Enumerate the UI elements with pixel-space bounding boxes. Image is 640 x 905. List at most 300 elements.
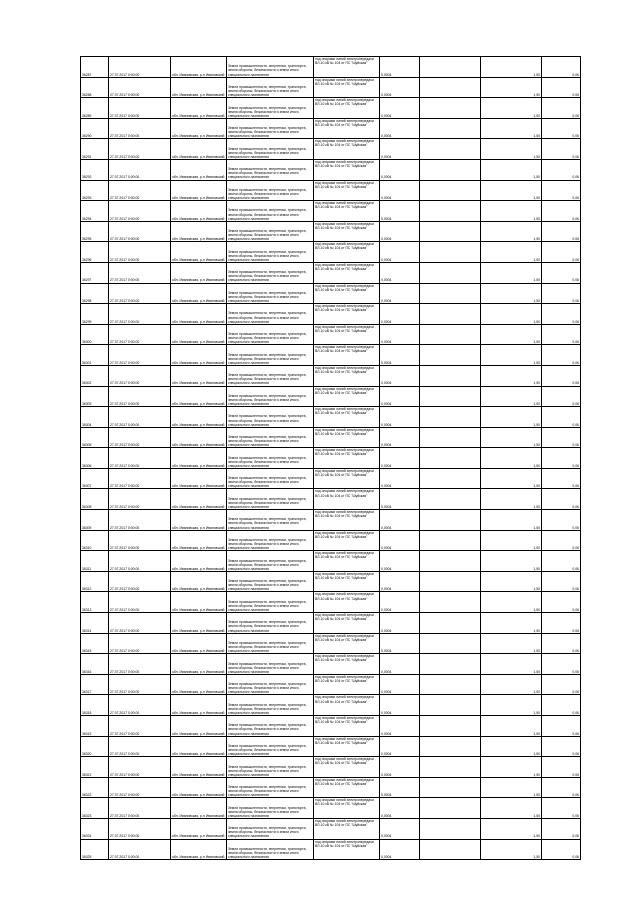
- land-category-cell: Земли промышленности, энергетики, транспорта, земли обороны, безопасности и земли иного специального назначения: [227, 674, 314, 695]
- land-category-cell: Земли промышленности, энергетики, транспорта, земли обороны, безопасности и земли иного специального назначения: [227, 757, 314, 778]
- purpose-cell: под опорами линий электропередачи ВЛ-10 кВ № 104 от ПС "Шуйская": [314, 324, 380, 345]
- area-cell: 0,0004: [380, 839, 420, 860]
- record-number-cell: 36289: [81, 98, 109, 119]
- area-cell: 0,0004: [380, 468, 420, 489]
- rate-cell: 1,50: [481, 777, 542, 798]
- date-cell: 27.07.2017 0:00:00: [109, 571, 171, 592]
- date-cell: 27.07.2017 0:00:00: [109, 242, 171, 263]
- table-row: [81, 633, 581, 654]
- record-number-cell: 36321: [81, 757, 109, 778]
- sum-cell: 0,06: [542, 839, 581, 860]
- sum-cell: 0,06: [542, 180, 581, 201]
- land-category-cell: Земли промышленности, энергетики, транспорта, земли обороны, безопасности и земли иного специального назначения: [227, 262, 314, 283]
- area-cell: 0,0004: [380, 324, 420, 345]
- date-cell: 27.07.2017 0:00:00: [109, 262, 171, 283]
- purpose-cell: под опорами линий электропередачи ВЛ-10 кВ № 104 от ПС "Шуйская": [314, 695, 380, 716]
- empty-cell: [420, 448, 481, 469]
- land-category-cell: Земли промышленности, энергетики, транспорта, земли обороны, безопасности и земли иного специального назначения: [227, 448, 314, 469]
- date-cell: 27.07.2017 0:00:00: [109, 77, 171, 98]
- date-cell: 27.07.2017 0:00:00: [109, 818, 171, 839]
- area-cell: 0,0004: [380, 571, 420, 592]
- sum-cell: 0,06: [542, 448, 581, 469]
- address-cell: обл. Ивановская, р-н Ивановский: [171, 159, 227, 180]
- date-cell: 27.07.2017 0:00:00: [109, 674, 171, 695]
- land-category-cell: Земли промышленности, энергетики, транспорта, земли обороны, безопасности и земли иного специального назначения: [227, 571, 314, 592]
- table-row: [81, 613, 581, 634]
- sum-cell: 0,06: [542, 304, 581, 325]
- purpose-cell: под опорами линий электропередачи ВЛ-10 кВ № 104 от ПС "Шуйская": [314, 262, 380, 283]
- rate-cell: 1,50: [481, 510, 542, 531]
- record-number-cell: 36306: [81, 448, 109, 469]
- purpose-cell: под опорами линий электропередачи ВЛ-10 кВ № 104 от ПС "Шуйская": [314, 159, 380, 180]
- table-row: [81, 551, 581, 572]
- table-row: [81, 324, 581, 345]
- date-cell: 27.07.2017 0:00:00: [109, 633, 171, 654]
- rate-cell: 1,50: [481, 736, 542, 757]
- purpose-cell: под опорами линий электропередачи ВЛ-10 кВ № 104 от ПС "Шуйская": [314, 716, 380, 737]
- area-cell: 0,0004: [380, 489, 420, 510]
- date-cell: 27.07.2017 0:00:00: [109, 551, 171, 572]
- table-row: [81, 304, 581, 325]
- rate-cell: 1,50: [481, 818, 542, 839]
- sum-cell: 0,06: [542, 386, 581, 407]
- address-cell: обл. Ивановская, р-н Ивановский: [171, 736, 227, 757]
- record-number-cell: 36325: [81, 839, 109, 860]
- date-cell: 27.07.2017 0:00:00: [109, 489, 171, 510]
- record-number-cell: 36287: [81, 57, 109, 78]
- record-number-cell: 36324: [81, 818, 109, 839]
- area-cell: 0,0004: [380, 551, 420, 572]
- address-cell: обл. Ивановская, р-н Ивановский: [171, 262, 227, 283]
- date-cell: 27.07.2017 0:00:00: [109, 468, 171, 489]
- rate-cell: 1,50: [481, 551, 542, 572]
- sum-cell: 0,06: [542, 571, 581, 592]
- record-number-cell: 36317: [81, 674, 109, 695]
- land-category-cell: Земли промышленности, энергетики, транспорта, земли обороны, безопасности и земли иного специального назначения: [227, 242, 314, 263]
- land-category-cell: Земли промышленности, энергетики, транспорта, земли обороны, безопасности и земли иного специального назначения: [227, 530, 314, 551]
- land-category-cell: Земли промышленности, энергетики, транспорта, земли обороны, безопасности и земли иного специального назначения: [227, 777, 314, 798]
- area-cell: 0,0004: [380, 242, 420, 263]
- purpose-cell: под опорами линий электропередачи ВЛ-10 кВ № 104 от ПС "Шуйская": [314, 201, 380, 222]
- area-cell: 0,0004: [380, 613, 420, 634]
- date-cell: 27.07.2017 0:00:00: [109, 118, 171, 139]
- table-row: [81, 592, 581, 613]
- empty-cell: [420, 468, 481, 489]
- purpose-cell: под опорами линий электропередачи ВЛ-10 кВ № 104 от ПС "Шуйская": [314, 57, 380, 78]
- date-cell: 27.07.2017 0:00:00: [109, 777, 171, 798]
- sum-cell: 0,06: [542, 242, 581, 263]
- address-cell: обл. Ивановская, р-н Ивановский: [171, 242, 227, 263]
- address-cell: обл. Ивановская, р-н Ивановский: [171, 201, 227, 222]
- rate-cell: 1,50: [481, 757, 542, 778]
- empty-cell: [420, 304, 481, 325]
- sum-cell: 0,06: [542, 139, 581, 160]
- land-category-cell: Земли промышленности, энергетики, транспорта, земли обороны, безопасности и земли иного специального назначения: [227, 427, 314, 448]
- empty-cell: [420, 716, 481, 737]
- area-cell: 0,0004: [380, 139, 420, 160]
- rate-cell: 1,50: [481, 180, 542, 201]
- purpose-cell: под опорами линий электропередачи ВЛ-10 кВ № 104 от ПС "Шуйская": [314, 777, 380, 798]
- empty-cell: [420, 345, 481, 366]
- date-cell: 27.07.2017 0:00:00: [109, 448, 171, 469]
- record-number-cell: 36302: [81, 365, 109, 386]
- land-category-cell: Земли промышленности, энергетики, транспорта, земли обороны, безопасности и земли иного специального назначения: [227, 139, 314, 160]
- address-cell: обл. Ивановская, р-н Ивановский: [171, 798, 227, 819]
- empty-cell: [420, 654, 481, 675]
- land-category-cell: Земли промышленности, энергетики, транспорта, земли обороны, безопасности и земли иного специального назначения: [227, 798, 314, 819]
- sum-cell: 0,06: [542, 736, 581, 757]
- empty-cell: [420, 57, 481, 78]
- area-cell: 0,0004: [380, 757, 420, 778]
- purpose-cell: под опорами линий электропередачи ВЛ-10 кВ № 104 от ПС "Шуйская": [314, 77, 380, 98]
- record-number-cell: 36288: [81, 77, 109, 98]
- purpose-cell: под опорами линий электропередачи ВЛ-10 кВ № 104 от ПС "Шуйская": [314, 242, 380, 263]
- land-register-table: [80, 56, 581, 860]
- land-category-cell: Земли промышленности, энергетики, транспорта, земли обороны, безопасности и земли иного специального назначения: [227, 592, 314, 613]
- address-cell: обл. Ивановская, р-н Ивановский: [171, 716, 227, 737]
- land-category-cell: Земли промышленности, энергетики, транспорта, земли обороны, безопасности и земли иного специального назначения: [227, 818, 314, 839]
- empty-cell: [420, 118, 481, 139]
- date-cell: 27.07.2017 0:00:00: [109, 798, 171, 819]
- date-cell: 27.07.2017 0:00:00: [109, 304, 171, 325]
- area-cell: 0,0004: [380, 283, 420, 304]
- sum-cell: 0,06: [542, 345, 581, 366]
- rate-cell: 1,50: [481, 654, 542, 675]
- empty-cell: [420, 242, 481, 263]
- purpose-cell: под опорами линий электропередачи ВЛ-10 кВ № 104 от ПС "Шуйская": [314, 613, 380, 634]
- address-cell: обл. Ивановская, р-н Ивановский: [171, 221, 227, 242]
- empty-cell: [420, 262, 481, 283]
- date-cell: 27.07.2017 0:00:00: [109, 510, 171, 531]
- purpose-cell: под опорами линий электропередачи ВЛ-10 кВ № 104 от ПС "Шуйская": [314, 654, 380, 675]
- land-category-cell: Земли промышленности, энергетики, транспорта, земли обороны, безопасности и земли иного специального назначения: [227, 468, 314, 489]
- rate-cell: 1,50: [481, 77, 542, 98]
- date-cell: 27.07.2017 0:00:00: [109, 427, 171, 448]
- address-cell: обл. Ивановская, р-н Ивановский: [171, 695, 227, 716]
- empty-cell: [420, 798, 481, 819]
- table-row: [81, 757, 581, 778]
- land-category-cell: Земли промышленности, энергетики, транспорта, земли обороны, безопасности и земли иного специального назначения: [227, 98, 314, 119]
- empty-cell: [420, 283, 481, 304]
- empty-cell: [420, 489, 481, 510]
- address-cell: обл. Ивановская, р-н Ивановский: [171, 365, 227, 386]
- sum-cell: 0,06: [542, 798, 581, 819]
- table-row: [81, 695, 581, 716]
- area-cell: 0,0004: [380, 510, 420, 531]
- rate-cell: 1,50: [481, 468, 542, 489]
- table-row: [81, 283, 581, 304]
- address-cell: обл. Ивановская, р-н Ивановский: [171, 571, 227, 592]
- area-cell: 0,0004: [380, 407, 420, 428]
- empty-cell: [420, 98, 481, 119]
- land-category-cell: Земли промышленности, энергетики, транспорта, земли обороны, безопасности и земли иного специального назначения: [227, 201, 314, 222]
- rate-cell: 1,50: [481, 118, 542, 139]
- area-cell: 0,0004: [380, 716, 420, 737]
- table-row: [81, 798, 581, 819]
- sum-cell: 0,06: [542, 613, 581, 634]
- purpose-cell: под опорами линий электропередачи ВЛ-10 кВ № 104 от ПС "Шуйская": [314, 839, 380, 860]
- record-number-cell: 36291: [81, 139, 109, 160]
- table-row: [81, 221, 581, 242]
- rate-cell: 1,50: [481, 324, 542, 345]
- record-number-cell: 36315: [81, 633, 109, 654]
- sum-cell: 0,06: [542, 98, 581, 119]
- empty-cell: [420, 221, 481, 242]
- date-cell: 27.07.2017 0:00:00: [109, 839, 171, 860]
- empty-cell: [420, 736, 481, 757]
- area-cell: 0,0004: [380, 77, 420, 98]
- table-row: [81, 262, 581, 283]
- purpose-cell: под опорами линий электропередачи ВЛ-10 кВ № 104 от ПС "Шуйская": [314, 633, 380, 654]
- area-cell: 0,0004: [380, 345, 420, 366]
- land-category-cell: Земли промышленности, энергетики, транспорта, земли обороны, безопасности и земли иного специального назначения: [227, 365, 314, 386]
- purpose-cell: под опорами линий электропередачи ВЛ-10 кВ № 104 от ПС "Шуйская": [314, 468, 380, 489]
- empty-cell: [420, 407, 481, 428]
- table-row: [81, 242, 581, 263]
- sum-cell: 0,06: [542, 633, 581, 654]
- address-cell: обл. Ивановская, р-н Ивановский: [171, 345, 227, 366]
- rate-cell: 1,50: [481, 592, 542, 613]
- rate-cell: 1,50: [481, 407, 542, 428]
- sum-cell: 0,06: [542, 468, 581, 489]
- sum-cell: 0,06: [542, 510, 581, 531]
- sum-cell: 0,06: [542, 674, 581, 695]
- table-row: [81, 510, 581, 531]
- table-row: [81, 427, 581, 448]
- area-cell: 0,0004: [380, 262, 420, 283]
- rate-cell: 1,50: [481, 365, 542, 386]
- table-row: [81, 571, 581, 592]
- empty-cell: [420, 695, 481, 716]
- sum-cell: 0,06: [542, 530, 581, 551]
- purpose-cell: под опорами линий электропередачи ВЛ-10 кВ № 104 от ПС "Шуйская": [314, 592, 380, 613]
- record-number-cell: 36294: [81, 201, 109, 222]
- record-number-cell: 36310: [81, 530, 109, 551]
- record-number-cell: 36293: [81, 180, 109, 201]
- address-cell: обл. Ивановская, р-н Ивановский: [171, 139, 227, 160]
- purpose-cell: под опорами линий электропередачи ВЛ-10 кВ № 104 от ПС "Шуйская": [314, 365, 380, 386]
- table-row: [81, 139, 581, 160]
- table-row: [81, 407, 581, 428]
- area-cell: 0,0004: [380, 221, 420, 242]
- area-cell: 0,0004: [380, 365, 420, 386]
- address-cell: обл. Ивановская, р-н Ивановский: [171, 448, 227, 469]
- table-row: [81, 386, 581, 407]
- date-cell: 27.07.2017 0:00:00: [109, 654, 171, 675]
- address-cell: обл. Ивановская, р-н Ивановский: [171, 283, 227, 304]
- purpose-cell: под опорами линий электропередачи ВЛ-10 кВ № 104 от ПС "Шуйская": [314, 407, 380, 428]
- land-category-cell: Земли промышленности, энергетики, транспорта, земли обороны, безопасности и земли иного специального назначения: [227, 304, 314, 325]
- sum-cell: 0,06: [542, 592, 581, 613]
- address-cell: обл. Ивановская, р-н Ивановский: [171, 613, 227, 634]
- rate-cell: 1,50: [481, 139, 542, 160]
- address-cell: обл. Ивановская, р-н Ивановский: [171, 674, 227, 695]
- record-number-cell: 36312: [81, 571, 109, 592]
- sum-cell: 0,06: [542, 324, 581, 345]
- rate-cell: 1,50: [481, 201, 542, 222]
- empty-cell: [420, 324, 481, 345]
- sum-cell: 0,06: [542, 201, 581, 222]
- date-cell: 27.07.2017 0:00:00: [109, 757, 171, 778]
- empty-cell: [420, 633, 481, 654]
- rate-cell: 1,50: [481, 159, 542, 180]
- land-category-cell: Земли промышленности, энергетики, транспорта, земли обороны, безопасности и земли иного специального назначения: [227, 613, 314, 634]
- date-cell: 27.07.2017 0:00:00: [109, 345, 171, 366]
- area-cell: 0,0004: [380, 448, 420, 469]
- record-number-cell: 36314: [81, 613, 109, 634]
- table-row: [81, 716, 581, 737]
- purpose-cell: под опорами линий электропередачи ВЛ-10 кВ № 104 от ПС "Шуйская": [314, 489, 380, 510]
- purpose-cell: под опорами линий электропередачи ВЛ-10 кВ № 104 от ПС "Шуйская": [314, 345, 380, 366]
- rate-cell: 1,50: [481, 489, 542, 510]
- address-cell: обл. Ивановская, р-н Ивановский: [171, 468, 227, 489]
- land-category-cell: Земли промышленности, энергетики, транспорта, земли обороны, безопасности и земли иного специального назначения: [227, 221, 314, 242]
- record-number-cell: 36320: [81, 736, 109, 757]
- land-category-cell: Земли промышленности, энергетики, транспорта, земли обороны, безопасности и земли иного специального назначения: [227, 633, 314, 654]
- land-category-cell: Земли промышленности, энергетики, транспорта, земли обороны, безопасности и земли иного специального назначения: [227, 716, 314, 737]
- sum-cell: 0,06: [542, 695, 581, 716]
- record-number-cell: 36316: [81, 654, 109, 675]
- area-cell: 0,0004: [380, 818, 420, 839]
- sum-cell: 0,06: [542, 818, 581, 839]
- date-cell: 27.07.2017 0:00:00: [109, 716, 171, 737]
- date-cell: 27.07.2017 0:00:00: [109, 407, 171, 428]
- land-category-cell: Земли промышленности, энергетики, транспорта, земли обороны, безопасности и земли иного специального назначения: [227, 180, 314, 201]
- rate-cell: 1,50: [481, 674, 542, 695]
- area-cell: 0,0004: [380, 159, 420, 180]
- record-number-cell: 36301: [81, 345, 109, 366]
- empty-cell: [420, 386, 481, 407]
- land-category-cell: Земли промышленности, энергетики, транспорта, земли обороны, безопасности и земли иного специального назначения: [227, 159, 314, 180]
- empty-cell: [420, 510, 481, 531]
- empty-cell: [420, 818, 481, 839]
- area-cell: 0,0004: [380, 654, 420, 675]
- purpose-cell: под опорами линий электропередачи ВЛ-10 кВ № 104 от ПС "Шуйская": [314, 530, 380, 551]
- purpose-cell: под опорами линий электропередачи ВЛ-10 кВ № 104 от ПС "Шуйская": [314, 180, 380, 201]
- record-number-cell: 36309: [81, 510, 109, 531]
- sum-cell: 0,06: [542, 118, 581, 139]
- address-cell: обл. Ивановская, р-н Ивановский: [171, 818, 227, 839]
- table-row: [81, 118, 581, 139]
- address-cell: обл. Ивановская, р-н Ивановский: [171, 592, 227, 613]
- sum-cell: 0,06: [542, 283, 581, 304]
- sum-cell: 0,06: [542, 77, 581, 98]
- date-cell: 27.07.2017 0:00:00: [109, 324, 171, 345]
- record-number-cell: 36300: [81, 324, 109, 345]
- record-number-cell: 36305: [81, 427, 109, 448]
- rate-cell: 1,50: [481, 695, 542, 716]
- table-row: [81, 654, 581, 675]
- record-number-cell: 36319: [81, 716, 109, 737]
- rate-cell: 1,50: [481, 633, 542, 654]
- address-cell: обл. Ивановская, р-н Ивановский: [171, 757, 227, 778]
- record-number-cell: 36318: [81, 695, 109, 716]
- sum-cell: 0,06: [542, 551, 581, 572]
- record-number-cell: 36313: [81, 592, 109, 613]
- date-cell: 27.07.2017 0:00:00: [109, 736, 171, 757]
- area-cell: 0,0004: [380, 674, 420, 695]
- purpose-cell: под опорами линий электропередачи ВЛ-10 кВ № 104 от ПС "Шуйская": [314, 674, 380, 695]
- sum-cell: 0,06: [542, 159, 581, 180]
- date-cell: 27.07.2017 0:00:00: [109, 386, 171, 407]
- table-row: [81, 736, 581, 757]
- record-number-cell: 36290: [81, 118, 109, 139]
- address-cell: обл. Ивановская, р-н Ивановский: [171, 57, 227, 78]
- address-cell: обл. Ивановская, р-н Ивановский: [171, 118, 227, 139]
- area-cell: 0,0004: [380, 118, 420, 139]
- purpose-cell: под опорами линий электропередачи ВЛ-10 кВ № 104 от ПС "Шуйская": [314, 551, 380, 572]
- address-cell: обл. Ивановская, р-н Ивановский: [171, 530, 227, 551]
- empty-cell: [420, 592, 481, 613]
- address-cell: обл. Ивановская, р-н Ивановский: [171, 633, 227, 654]
- rate-cell: 1,50: [481, 98, 542, 119]
- record-number-cell: 36308: [81, 489, 109, 510]
- rate-cell: 1,50: [481, 283, 542, 304]
- purpose-cell: под опорами линий электропередачи ВЛ-10 кВ № 104 от ПС "Шуйская": [314, 139, 380, 160]
- empty-cell: [420, 201, 481, 222]
- rate-cell: 1,50: [481, 716, 542, 737]
- address-cell: обл. Ивановская, р-н Ивановский: [171, 510, 227, 531]
- rate-cell: 1,50: [481, 304, 542, 325]
- date-cell: 27.07.2017 0:00:00: [109, 365, 171, 386]
- purpose-cell: под опорами линий электропередачи ВЛ-10 кВ № 104 от ПС "Шуйская": [314, 427, 380, 448]
- record-number-cell: 36296: [81, 242, 109, 263]
- sum-cell: 0,06: [542, 407, 581, 428]
- table-row: [81, 818, 581, 839]
- address-cell: обл. Ивановская, р-н Ивановский: [171, 324, 227, 345]
- sum-cell: 0,06: [542, 427, 581, 448]
- date-cell: 27.07.2017 0:00:00: [109, 159, 171, 180]
- empty-cell: [420, 613, 481, 634]
- address-cell: обл. Ивановская, р-н Ивановский: [171, 427, 227, 448]
- empty-cell: [420, 839, 481, 860]
- area-cell: 0,0004: [380, 798, 420, 819]
- purpose-cell: под опорами линий электропередачи ВЛ-10 кВ № 104 от ПС "Шуйская": [314, 221, 380, 242]
- record-number-cell: 36299: [81, 304, 109, 325]
- empty-cell: [420, 77, 481, 98]
- area-cell: 0,0004: [380, 736, 420, 757]
- purpose-cell: под опорами линий электропередачи ВЛ-10 кВ № 104 от ПС "Шуйская": [314, 757, 380, 778]
- empty-cell: [420, 551, 481, 572]
- rate-cell: 1,50: [481, 798, 542, 819]
- area-cell: 0,0004: [380, 201, 420, 222]
- empty-cell: [420, 777, 481, 798]
- date-cell: 27.07.2017 0:00:00: [109, 283, 171, 304]
- address-cell: обл. Ивановская, р-н Ивановский: [171, 551, 227, 572]
- date-cell: 27.07.2017 0:00:00: [109, 98, 171, 119]
- record-number-cell: 36304: [81, 407, 109, 428]
- date-cell: 27.07.2017 0:00:00: [109, 57, 171, 78]
- table-row: [81, 180, 581, 201]
- land-category-cell: Земли промышленности, энергетики, транспорта, земли обороны, безопасности и земли иного специального назначения: [227, 654, 314, 675]
- address-cell: обл. Ивановская, р-н Ивановский: [171, 77, 227, 98]
- area-cell: 0,0004: [380, 304, 420, 325]
- sum-cell: 0,06: [542, 777, 581, 798]
- sum-cell: 0,06: [542, 365, 581, 386]
- table-row: [81, 468, 581, 489]
- rate-cell: 1,50: [481, 571, 542, 592]
- land-category-cell: Земли промышленности, энергетики, транспорта, земли обороны, безопасности и земли иного специального назначения: [227, 489, 314, 510]
- address-cell: обл. Ивановская, р-н Ивановский: [171, 777, 227, 798]
- rate-cell: 1,50: [481, 530, 542, 551]
- land-category-cell: Земли промышленности, энергетики, транспорта, земли обороны, безопасности и земли иного специального назначения: [227, 118, 314, 139]
- empty-cell: [420, 365, 481, 386]
- table-row: [81, 365, 581, 386]
- area-cell: 0,0004: [380, 695, 420, 716]
- date-cell: 27.07.2017 0:00:00: [109, 180, 171, 201]
- sum-cell: 0,06: [542, 221, 581, 242]
- date-cell: 27.07.2017 0:00:00: [109, 201, 171, 222]
